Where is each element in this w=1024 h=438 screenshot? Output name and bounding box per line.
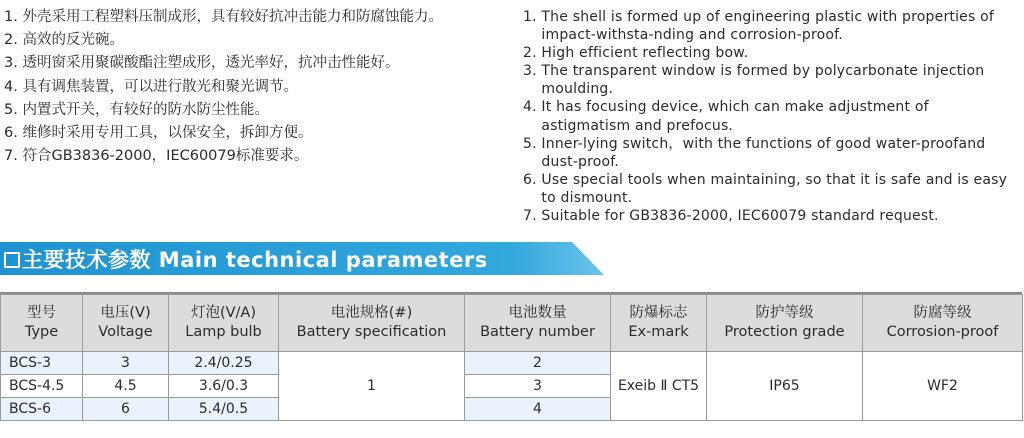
feature-text: High efficient reflecting bow. [541,45,749,62]
feature-cn-1 [4,8,509,26]
feature-number: 1. [523,9,542,25]
feature-en-7 [523,207,1020,225]
cell-corrosion: WF2 [863,352,1023,421]
feature-text: 内置式开关，有较好的防水防尘性能。 [22,101,269,118]
feature-cn-6 [4,124,509,142]
cell-lamp: 3.6/0.3 [169,375,279,398]
column-header-protection: 防护等级 Protection grade [707,295,863,352]
feature-number: 7. [523,208,542,225]
feature-en-3 [523,62,1020,98]
feature-cn-7 [4,147,509,165]
checkbox-square-icon [4,252,20,268]
feature-number: 3. [523,63,542,80]
section-title-text: 主要技术参数 Main technical parameters [22,247,488,272]
feature-en-1 [523,8,1020,44]
cell-type: BCS-6 [1,398,83,421]
feature-text: 外壳采用工程塑料压制成形，具有较好抗冲击能力和防腐蚀能力。 [22,9,443,25]
section-title [4,244,488,274]
column-header-lamp-bulb: 灯泡(V/A) Lamp bulb [169,295,279,352]
section-banner [0,242,604,275]
feature-number: 4. [4,78,23,95]
column-header-corrosion: 防腐等级 Corrosion-proof [863,295,1023,352]
feature-cn-5 [4,101,509,119]
column-header-battery-number: 电池数量 Battery number [465,295,611,352]
parameters-table [0,294,1023,421]
features-list-en [523,8,1020,225]
feature-number: 3. [4,55,23,72]
feature-text: Inner-lying switch，with the functions of good water-proofand dust-proof. [541,135,986,170]
feature-text: Suitable for GB3836-2000, IEC60079 standard request. [541,208,939,225]
feature-text: The transparent window is formed by polycarbonate injection moulding. [541,63,985,98]
cell-type: BCS-4.5 [1,375,83,398]
features-list-cn [4,8,509,170]
feature-number: 7. [4,148,23,165]
table-row [1,352,1023,375]
column-header-voltage: 电压(V) Voltage [83,295,169,352]
feature-cn-2 [4,31,509,49]
feature-en-4 [523,98,1020,134]
feature-cn-4 [4,78,509,96]
feature-number: 5. [4,101,23,118]
feature-cn-3 [4,54,509,72]
cell-lamp: 2.4/0.25 [169,352,279,375]
cell-voltage: 4.5 [83,375,169,398]
feature-number: 4. [523,99,542,116]
feature-text: It has focusing device, which can make adjustment of astigmatism and prefocus. [541,99,929,134]
feature-number: 6. [4,125,23,142]
feature-number: 1. [4,9,23,25]
column-header-battery-spec: 电池规格(#) Battery specification [279,295,465,352]
feature-en-2 [523,44,1020,62]
feature-number: 5. [523,135,542,152]
feature-number: 2. [523,45,542,62]
feature-number: 6. [523,171,542,188]
column-header-ex-mark: 防爆标志 Ex-mark [611,295,707,352]
feature-text: 维修时采用专用工具，以保安全，拆卸方便。 [22,125,313,142]
cell-voltage: 3 [83,352,169,375]
feature-text: 具有调焦装置，可以进行散光和聚光调节。 [22,78,298,95]
table-header-row [1,295,1023,352]
cell-battery-number: 2 [465,352,611,375]
feature-en-5 [523,135,1020,171]
feature-en-6 [523,171,1020,207]
feature-number: 2. [4,32,23,49]
cell-protection: IP65 [707,352,863,421]
feature-text: 透明窗采用聚碳酸酯注塑成形，透光率好，抗冲击性能好。 [22,55,400,72]
column-header-type: 型号 Type [1,295,83,352]
feature-text: 符合GB3836-2000，IEC60079标准要求。 [22,148,309,165]
cell-battery-number: 3 [465,375,611,398]
cell-voltage: 6 [83,398,169,421]
cell-lamp: 5.4/0.5 [169,398,279,421]
cell-battery-spec: 1 [279,352,465,421]
cell-ex-mark: Exeib Ⅱ CT5 [611,352,707,421]
feature-text: 高效的反光碗。 [22,32,124,49]
cell-battery-number: 4 [465,398,611,421]
feature-text: The shell is formed up of engineering plastic with properties of impact-withsta-nding and corrosion-proof. [541,9,995,44]
cell-type: BCS-3 [1,352,83,375]
feature-text: Use special tools when maintaining, so that it is safe and is easy to dismount. [541,171,1008,206]
